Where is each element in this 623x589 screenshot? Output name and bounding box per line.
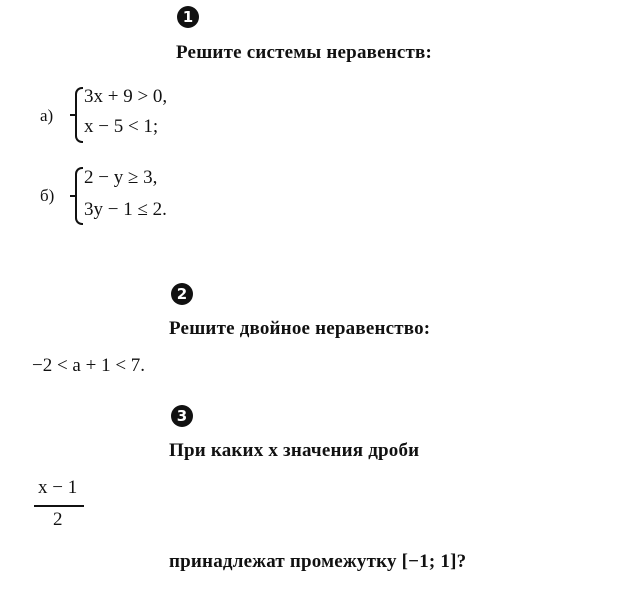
fraction-denominator: 2 (53, 509, 63, 530)
fraction-numerator: x − 1 (38, 477, 78, 498)
task-3-number-badge: 3 (171, 405, 193, 427)
task-2-heading: Решите двойное неравенство: (169, 318, 431, 339)
fraction-bar (34, 505, 84, 507)
task-1a-inequality-1: 3x + 9 > 0, (84, 86, 168, 107)
task-1-number-badge: 1 (177, 6, 199, 28)
task-1b-brace (75, 167, 83, 225)
task-3-footer: принадлежат промежутку [−1; 1]? (169, 551, 467, 572)
task-1a-inequality-2: x − 5 < 1; (84, 116, 159, 137)
task-1b-inequality-2: 3y − 1 ≤ 2. (84, 199, 167, 220)
task-1b-inequality-1: 2 − y ≥ 3, (84, 167, 158, 188)
task-2-number-badge: 2 (171, 283, 193, 305)
task-1a-brace (75, 87, 83, 143)
task-3-heading: При каких x значения дроби (169, 440, 420, 461)
task-1b-label: б) (40, 186, 55, 205)
task-2-expression: −2 < a + 1 < 7. (32, 355, 146, 376)
task-1a-label: а) (40, 106, 54, 125)
task-1-heading: Решите системы неравенств: (176, 42, 433, 63)
